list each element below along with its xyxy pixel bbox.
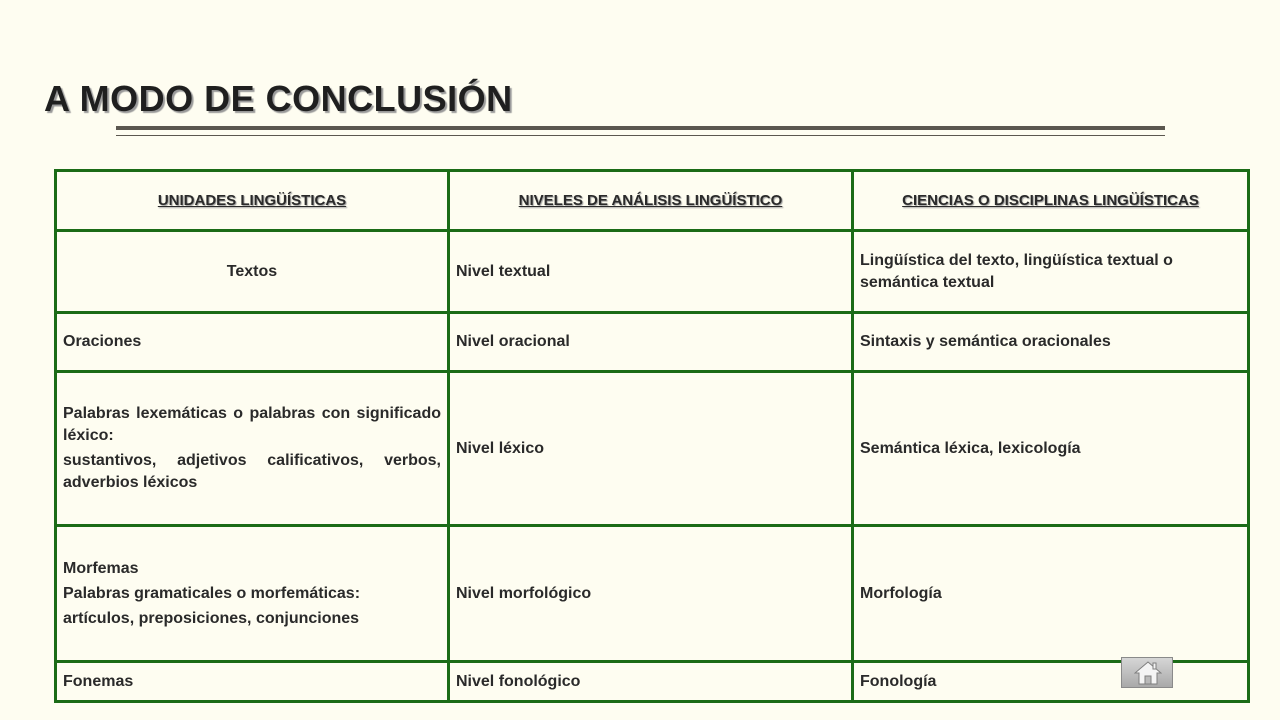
unit-cell: [56, 526, 449, 662]
discipline-cell: Morfología: [853, 526, 1249, 662]
level-cell: Nivel fonológico: [449, 662, 853, 702]
title-divider-thin: [116, 135, 1165, 136]
discipline-cell: Lingüística del texto, lingüística textual o semántica textual: [853, 231, 1249, 313]
unit-text: Oraciones: [63, 333, 142, 350]
home-icon: [1134, 661, 1162, 685]
header-levels: NIVELES DE ANÁLISIS LINGÜÍSTICO: [449, 171, 853, 231]
level-cell: Nivel léxico: [449, 372, 853, 526]
unit-cell: [56, 313, 449, 372]
header-units: UNIDADES LINGÜÍSTICAS: [56, 171, 449, 231]
level-cell: Nivel oracional: [449, 313, 853, 372]
discipline-cell: Fonología: [853, 662, 1249, 702]
unit-text: Morfemas: [63, 559, 139, 577]
level-cell: Nivel textual: [449, 231, 853, 313]
table-row: [56, 526, 1249, 662]
table-row: [56, 372, 1249, 526]
unit-cell: [56, 662, 449, 702]
header-disciplines: CIENCIAS O DISCIPLINAS LINGÜÍSTICAS: [853, 171, 1249, 231]
table-row: [56, 313, 1249, 372]
unit-cell: [56, 231, 449, 313]
discipline-cell: Semántica léxica, lexicología: [853, 372, 1249, 526]
unit-text: Textos: [226, 262, 278, 280]
unit-text: Palabras lexemáticas o palabras con significado léxico:: [63, 405, 441, 444]
unit-text: Fonemas: [63, 672, 134, 690]
discipline-cell: Sintaxis y semántica oracionales: [853, 313, 1249, 372]
level-cell: Nivel morfológico: [449, 526, 853, 662]
linguistic-units-table: [54, 169, 1250, 703]
unit-cell: [56, 372, 449, 526]
unit-text: Palabras gramaticales o morfemáticas:: [63, 584, 361, 602]
unit-text: sustantivos, adjetivos calificativos, verbos, adverbios léxicos: [63, 452, 441, 491]
table-header-row: [56, 171, 1249, 231]
table-row: [56, 662, 1249, 702]
title-divider-thick: [116, 126, 1165, 130]
home-button[interactable]: [1121, 657, 1173, 688]
page-title: A MODO DE CONCLUSIÓN: [44, 78, 513, 119]
unit-text: artículos, preposiciones, conjunciones: [63, 609, 360, 627]
table-row: [56, 231, 1249, 313]
